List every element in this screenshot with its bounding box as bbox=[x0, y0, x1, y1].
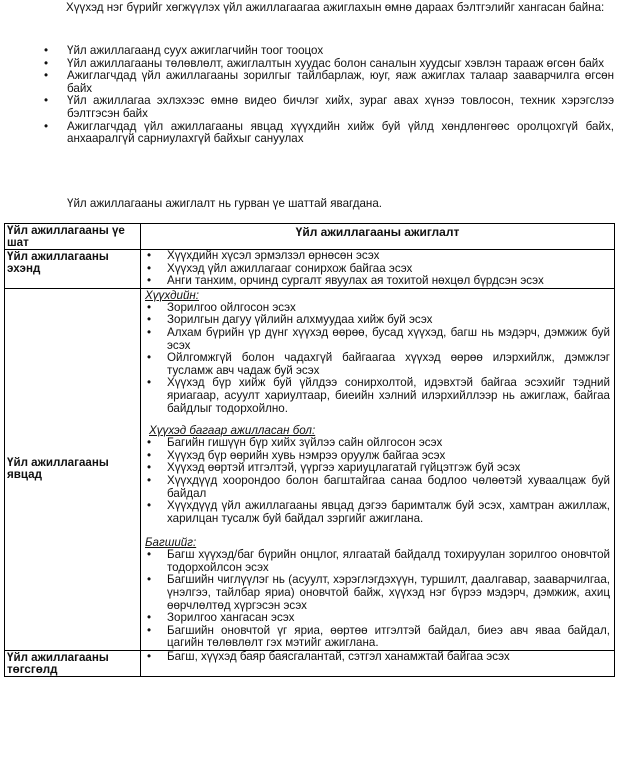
list-item: • Хүүхдүүд үйл ажиллагааны явцад дэгээ баримталж буй эсэх, хамтран ажиллаж, харилцан тусалж буй байдал зэргийг ажиглана. bbox=[147, 499, 610, 525]
stage-start-observations bbox=[141, 250, 615, 289]
list-item: • Үйл ажиллагаа эхлэхээс өмнө видео бичлэг хийх, зураг авах хүнээ товлосон, техник хэрэгслээ бэлтгэсэн байх bbox=[44, 94, 614, 120]
list-item: • Багшийн оновчтой үг яриа, өөртөө итгэлтэй байдал, биеэ авч яваа байдал, цагийн төлөвлөлт гэх мэтийг ажиглана. bbox=[147, 623, 610, 650]
list-item: • Багийн гишүүн бүр хийх зүйлээ сайн ойлгосон эсэх bbox=[147, 436, 443, 450]
stage-column-header: Үйл ажиллагааны үе шат bbox=[5, 224, 141, 250]
child-heading: Хүүхдийн: bbox=[145, 288, 200, 302]
table-row bbox=[5, 651, 615, 677]
bullet-icon: • bbox=[147, 461, 152, 475]
table-row bbox=[5, 250, 615, 289]
list-item: • Алхам бүрийн үр дүнг хүүхэд өөрөө, бусад хүүхэд, багш нь мэдэрч, дэмжиж буй эсэх bbox=[147, 325, 610, 352]
list-item: • Ажиглагчдад үйл ажиллагааны зорилгыг тайлбарлаж, юуг, яаж ажиглах талаар зааварчилга өгсөн байх bbox=[44, 69, 614, 95]
bullet-icon: • bbox=[147, 548, 152, 562]
bullet-icon: • bbox=[147, 376, 152, 390]
list-item: • Анги танхим, орчинд сургалт явуулах ая тохитой нөхцөл бүрдсэн эсэх bbox=[147, 274, 544, 288]
group-heading: Хүүхэд багаар ажилласан бол: bbox=[149, 424, 316, 438]
stages-intro: Үйл ажиллагааны ажиглалт нь гурван үе шаттай явагдана. bbox=[67, 197, 383, 210]
prep-list bbox=[0, 45, 614, 146]
teacher-heading: Багшийг: bbox=[145, 536, 197, 550]
stage-start: Үйл ажиллагааны эхэнд bbox=[5, 250, 141, 289]
bullet-icon: • bbox=[147, 573, 152, 587]
bullet-icon: • bbox=[147, 249, 152, 262]
bullet-icon: • bbox=[147, 274, 152, 288]
list-item: • Багш, хүүхэд баяр баясгалантай, сэтгэл ханамжтай байгаа эсэх bbox=[147, 650, 510, 664]
list-item: • Ойлгомжгүй болон чадахгүй байгаагаа хүүхэд өөрөө илэрхийлж, дэмжлэг тусламж авч чадаж буй эсэх bbox=[147, 351, 610, 377]
bullet-icon: • bbox=[147, 611, 152, 625]
list-item: • Хүүхэд өөртэй итгэлтэй, үүргээ хариуцлагатай гүйцэтгэж буй эсэх bbox=[147, 461, 521, 475]
list-item: • Багш хүүхэд/баг бүрийн онцлог, ялгаатай байдалд тохируулан зорилгоо оновчтой тодорхойлсон эсэх bbox=[147, 548, 610, 574]
bullet-icon: • bbox=[147, 261, 152, 275]
intro-paragraph: Хүүхэд нэг бүрийг хөгжүүлэх үйл ажиллагаагаа ажиглахын өмнө дараах бэлтгэлийг хангасан байна: bbox=[66, 1, 605, 14]
list-item: • Зорилгын дагуу үйлийн алхмуудаа хийж буй эсэх bbox=[147, 313, 433, 327]
stage-end: Үйл ажиллагааны төгсгөлд bbox=[5, 651, 141, 677]
bullet-icon: • bbox=[147, 300, 152, 314]
stage-during: Үйл ажиллагааны явцад bbox=[5, 288, 141, 650]
bullet-icon: • bbox=[147, 473, 152, 487]
bullet-icon: • bbox=[44, 69, 49, 83]
list-item: • Үйл ажиллагаанд суух ажиглагчийн тоог тооцох bbox=[44, 44, 324, 57]
table-row bbox=[5, 288, 615, 650]
bullet-icon: • bbox=[147, 623, 152, 637]
bullet-icon: • bbox=[44, 44, 49, 57]
list-item: • Хүүхэд үйл ажиллагааг сонирхож байгаа эсэх bbox=[147, 261, 413, 275]
list-item: • Хүүхэд бүр хийж буй үйлдээ сонирхолтой, идэвхтэй байгаа эсэхийг тэдний яриагаар, асуулт хариултаар, биеийн хэлний илэрхийллээр нь ажиглаж, байгаа байдлыг тодорхойлно. bbox=[147, 376, 610, 415]
stage-end-observations bbox=[141, 651, 615, 677]
bullet-icon: • bbox=[44, 119, 49, 133]
bullet-icon: • bbox=[147, 351, 152, 365]
list-item: • Хүүхдүүд хоорондоо болон багштайгаа санаа бодлоо чөлөөтэй хуваалцаж буй байдал bbox=[147, 473, 610, 500]
bullet-icon: • bbox=[147, 313, 152, 327]
list-item: • Хүүхэд бүр өөрийн хувь нэмрээ оруулж байгаа эсэх bbox=[147, 448, 446, 462]
bullet-icon: • bbox=[44, 56, 49, 70]
bullet-icon: • bbox=[147, 436, 152, 450]
observation-table bbox=[4, 223, 615, 677]
bullet-icon: • bbox=[147, 448, 152, 462]
bullet-icon: • bbox=[44, 94, 49, 108]
list-item: • Хүүхдийн хүсэл эрмэлзэл өрнөсөн эсэх bbox=[147, 249, 380, 262]
list-item: • Багшийн чиглүүлэг нь (асуулт, хэрэглэгдэхүүн, туршилт, даалгавар, зааварчилгаа, үнэлгээ, тайлбар яриа) оновчтой байж, хүүхэд нэг бүрээ мэдэрч, дэмжиж, ахиц өөрчлөлтөд хүргэсэн эсэх bbox=[147, 573, 610, 612]
bullet-icon: • bbox=[147, 499, 152, 513]
table-header-row bbox=[5, 224, 615, 250]
list-item: • Зорилгоо ойлгосон эсэх bbox=[147, 300, 296, 314]
list-item: • Зорилгоо хангасан эсэх bbox=[147, 611, 295, 625]
stage-during-observations bbox=[141, 288, 615, 650]
observation-column-header: Үйл ажиллагааны ажиглалт bbox=[141, 224, 615, 250]
bullet-icon: • bbox=[147, 650, 152, 664]
list-item: • Үйл ажиллагааны төлөвлөлт, ажиглалтын хуудас болон саналын хуудсыг хэвлэн тарааж өгсөн байх bbox=[44, 56, 605, 70]
bullet-icon: • bbox=[147, 325, 152, 339]
list-item: • Ажиглагчдад үйл ажиллагааны явцад хүүхдийн хийж буй үйлд хөндлөнгөөс оролцохгүй байх, анхааралгүй сарниулахгүй байхыг сануулах bbox=[44, 119, 614, 146]
